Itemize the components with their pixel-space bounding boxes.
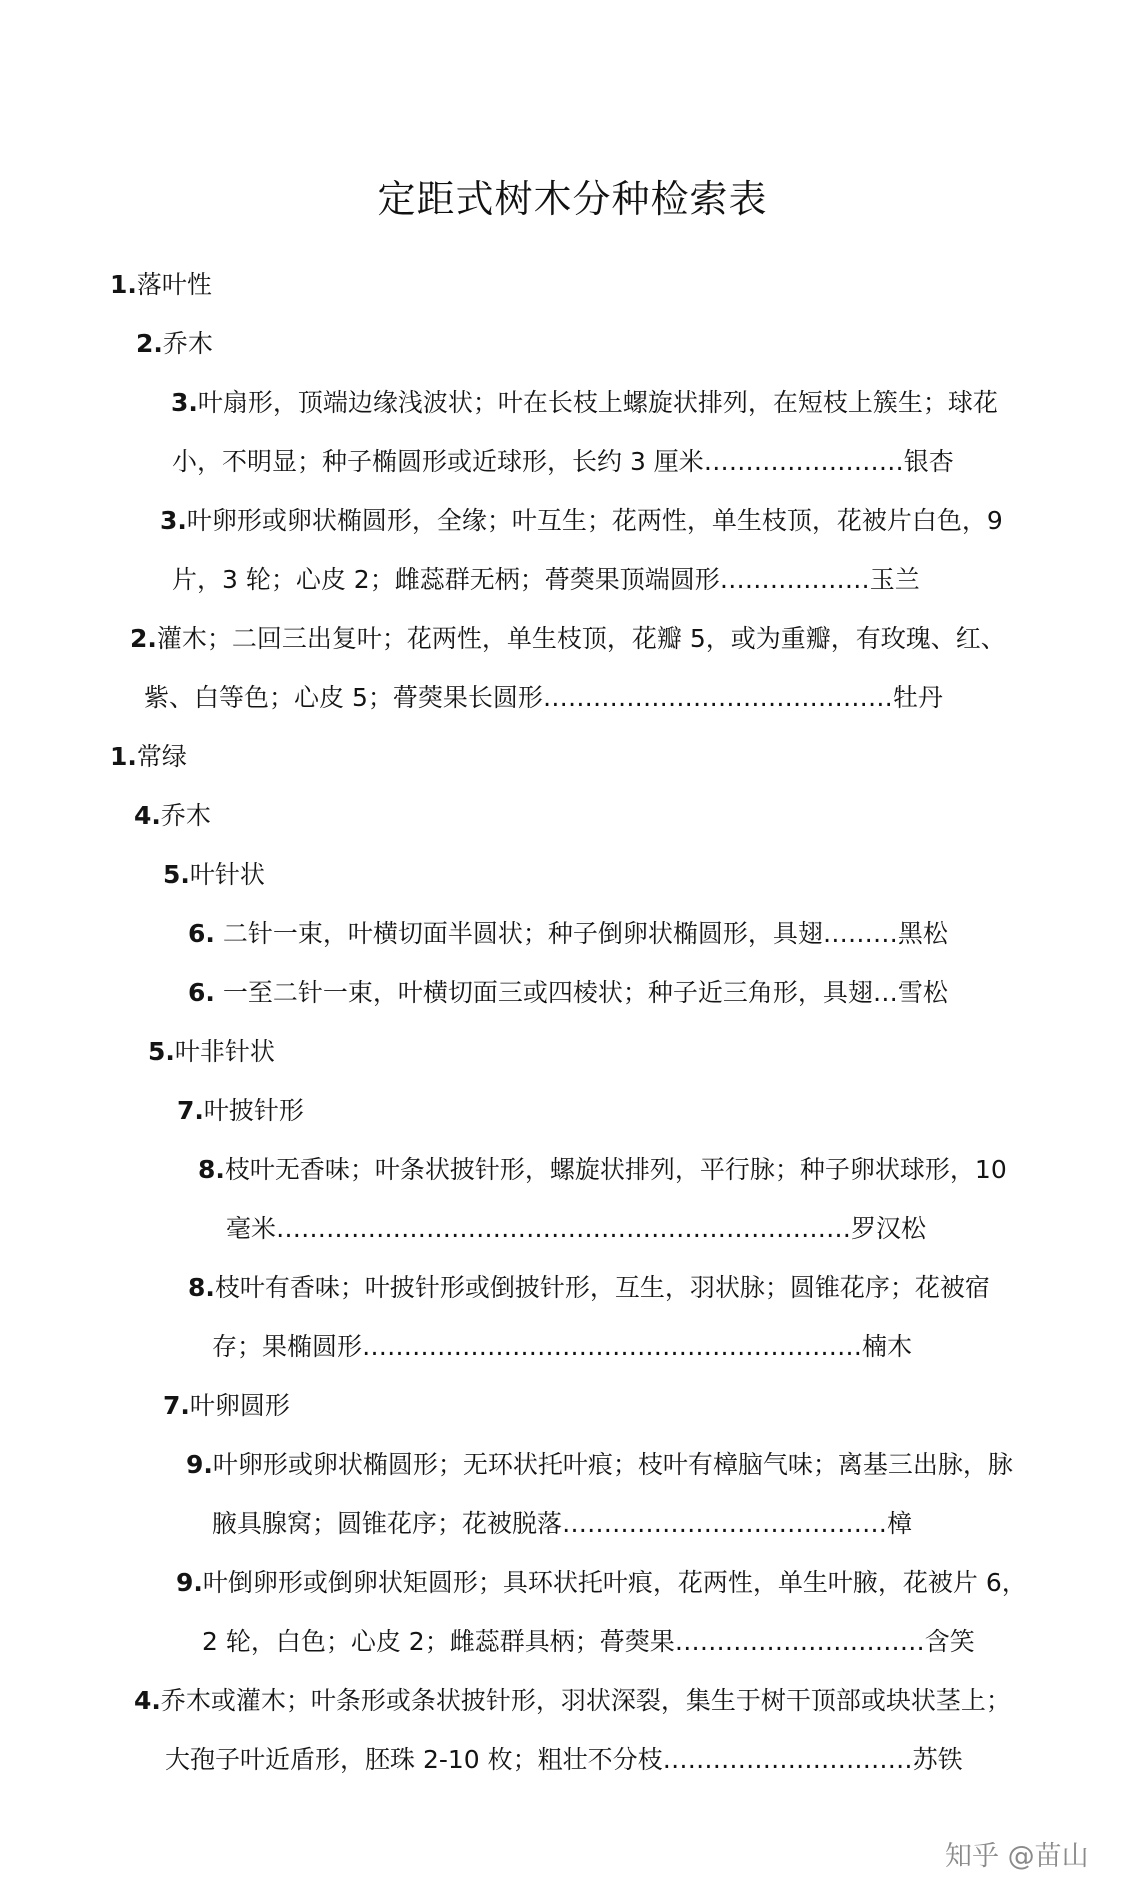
key-line: 1.常绿 (110, 742, 187, 771)
page-title: 定距式树木分种检索表 (377, 177, 768, 221)
key-line-continuation: 存；果椭圆形……………………………………………………楠木 (212, 1332, 913, 1361)
key-line: 2.乔木 (136, 329, 213, 358)
key-line: 6. 二针一束，叶横切面半圆状；种子倒卵状椭圆形，具翅………黑松 (188, 919, 948, 948)
key-line-continuation: 毫米……………………………………………………………罗汉松 (226, 1214, 927, 1243)
key-line: 1.落叶性 (110, 270, 212, 299)
key-line: 3.叶扇形，顶端边缘浅波状；叶在长枝上螺旋状排列，在短枝上簇生；球花 (171, 388, 998, 417)
key-line: 9.叶卵形或卵状椭圆形；无环状托叶痕；枝叶有樟脑气味；离基三出脉，脉 (186, 1450, 1013, 1479)
key-line: 9.叶倒卵形或倒卵状矩圆形；具环状托叶痕，花两性，单生叶腋，花被片 6， (176, 1568, 1027, 1597)
key-line-continuation: 2 轮，白色；心皮 2；雌蕊群具柄；蓇葖果…………………………含笑 (202, 1627, 975, 1656)
key-line-continuation: 紫、白等色；心皮 5；蓇葖果长圆形……………………………………牡丹 (144, 683, 943, 712)
key-line-continuation: 大孢子叶近盾形，胚珠 2-10 枚；粗壮不分枝…………………………苏铁 (165, 1745, 963, 1774)
key-line: 2.灌木；二回三出复叶；花两性，单生枝顶，花瓣 5，或为重瓣，有玫瑰、红、 (130, 624, 1006, 653)
watermark: 知乎 @苗山 (945, 1841, 1089, 1872)
key-line: 5.叶非针状 (148, 1037, 275, 1066)
key-line: 6. 一至二针一束，叶横切面三或四棱状；种子近三角形，具翅…雪松 (188, 978, 948, 1007)
key-line: 5.叶针状 (163, 860, 265, 889)
key-line-continuation: 腋具腺窝；圆锥花序；花被脱落…………………………………樟 (212, 1509, 913, 1538)
key-line: 8.枝叶无香味；叶条状披针形，螺旋状排列，平行脉；种子卵状球形，10 (198, 1155, 1007, 1184)
key-line-continuation: 片，3 轮；心皮 2；雌蕊群无柄；蓇葖果顶端圆形………………玉兰 (172, 565, 920, 594)
key-line: 3.叶卵形或卵状椭圆形，全缘；叶互生；花两性，单生枝顶，花被片白色，9 (160, 506, 1003, 535)
key-line: 7.叶卵圆形 (163, 1391, 290, 1420)
key-line-continuation: 小，不明显；种子椭圆形或近球形，长约 3 厘米……………………银杏 (172, 447, 954, 476)
key-line: 7.叶披针形 (177, 1096, 304, 1125)
key-line: 4.乔木或灌木；叶条形或条状披针形，羽状深裂，集生于树干顶部或块状茎上； (134, 1686, 1011, 1715)
key-line: 8.枝叶有香味；叶披针形或倒披针形，互生，羽状脉；圆锥花序；花被宿 (188, 1273, 990, 1302)
key-line: 4.乔木 (134, 801, 211, 830)
